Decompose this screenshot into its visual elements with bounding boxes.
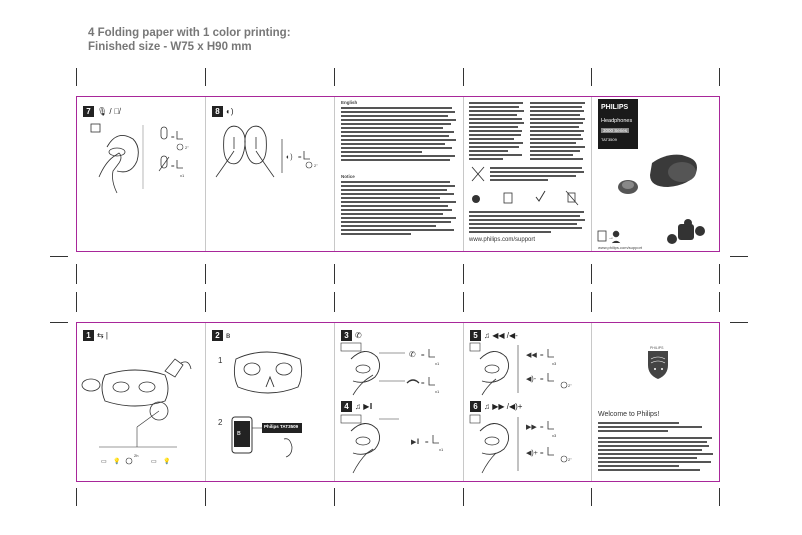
svg-text:x1: x1 [439,447,444,452]
panel-legal-symbols [464,97,591,251]
panel-1-charging [77,323,205,481]
crop-mark [205,264,206,284]
checkmark-icon [536,191,545,201]
crop-mark [205,68,206,86]
battery-icon [504,193,512,203]
svg-text:x1: x1 [435,389,440,394]
step-badge: 3 [341,330,352,341]
step-badge: 5 [470,330,481,341]
svg-text:▶▶: ▶▶ [526,424,537,431]
crop-mark [76,264,77,284]
pairing-illustration [206,323,334,483]
panel-8-ambient [206,97,334,251]
ambient-mode-icon: ◐) [226,107,234,116]
svg-text:→: → [608,235,614,241]
svg-text:x3: x3 [552,361,557,366]
svg-text:x1: x1 [435,361,440,366]
crop-mark [719,68,720,86]
next-volume-illustration [464,323,591,483]
crop-mark [50,322,68,323]
panel-3-4-calls-music [335,323,463,481]
product-name: Headphones [601,118,633,124]
svg-text:=: = [298,155,302,161]
crop-mark [591,292,592,312]
svg-text:=: = [540,425,544,431]
top-print-strip [76,96,720,252]
svg-text:=: = [540,377,544,383]
crop-mark [463,488,464,506]
next-track-icon: ♫ ▶▶ /◀)+ [484,402,523,411]
welcome-title: Welcome to Philips! [598,411,660,418]
section-heading: English [341,100,358,105]
bluetooth-icon: ʙ [226,331,231,340]
svg-text:2": 2" [568,457,572,462]
crop-mark [719,488,720,506]
print-spec-line2: Finished size - W75 x H90 mm [88,41,252,53]
previous-track-icon: ♫ ◀◀ /◀- [484,331,518,340]
svg-text:x3: x3 [552,433,557,438]
mic-mute-icon: 🎙 / 🎙̸ [97,107,120,116]
crop-mark [730,322,748,323]
svg-text:2": 2" [314,163,318,168]
legal-text-block [469,211,586,237]
document-icon [598,231,606,241]
phone-icon: ✆ [355,331,362,340]
crop-mark [334,68,335,86]
print-spec-line1: 4 Folding paper with 1 color printing: [88,27,291,39]
crop-mark [463,68,464,86]
cover-url: www.philips.com/support [598,245,643,250]
crop-mark [205,488,206,506]
crop-mark [591,264,592,284]
svg-text:2": 2" [568,383,572,388]
panel-welcome [592,323,719,481]
step-badge: 2 [212,330,223,341]
step-badge: 8 [212,106,223,117]
crop-mark [205,292,206,312]
crop-mark [463,264,464,284]
svg-text:=: = [425,440,429,446]
svg-text:▭: ▭ [151,459,157,465]
svg-text:=: = [540,353,544,359]
settings-icon [695,226,705,236]
model-number: TAT3509 [601,137,617,142]
disposal-text [490,167,586,183]
svg-text:=: = [421,381,425,387]
crop-mark [463,292,464,312]
panel-5-6-track-volume [464,323,591,481]
svg-text:=: = [171,135,175,141]
music-play-icon: ♫ ▶‖ [355,402,373,411]
svg-text:▭: ▭ [101,459,107,465]
svg-text:✆: ✆ [409,350,416,359]
svg-text:💡: 💡 [113,459,121,465]
panel-legal-english [335,97,463,251]
crop-mark [76,292,77,312]
crop-mark [719,292,720,312]
svg-text:=: = [540,451,544,457]
svg-text:◀◀: ◀◀ [526,352,537,359]
pairing-device-name: Philips TAT3509 [264,424,299,429]
crossed-bin-icon [566,191,578,205]
earbud-touch-illustration [77,97,205,253]
svg-text:▶‖: ▶‖ [411,439,420,446]
notice-text-block [341,181,457,247]
product-illustration [592,97,719,253]
svg-text:x1: x1 [180,173,185,178]
shield-brand: PHILIPS [650,346,664,350]
legal-text-block [341,107,457,173]
panel-cover [592,97,719,251]
welcome-intro [598,422,714,434]
svg-text:◀)+: ◀)+ [526,450,538,457]
svg-text:=: = [421,353,425,359]
crop-mark [591,68,592,86]
crop-mark [334,488,335,506]
brand-logo-text: PHILIPS [601,104,629,111]
substep-number: 1 [218,356,223,365]
play-pause-illustration [335,323,463,483]
svg-text:◀)-: ◀)- [526,376,537,383]
welcome-body-text [598,437,714,477]
panel-7-microphone [77,97,205,251]
crop-mark [334,292,335,312]
svg-text:2h: 2h [134,453,139,458]
step-badge: 4 [341,401,352,412]
step-badge: 6 [470,401,481,412]
weee-bin-icon [472,167,484,181]
svg-text:ʙ: ʙ [237,430,241,437]
svg-text:=: = [171,164,175,170]
step-badge: 1 [83,330,94,341]
crop-mark [591,488,592,506]
crop-mark [76,488,77,506]
crop-mark [334,264,335,284]
print-spec-header [88,26,291,54]
substep-number: 2 [218,418,223,427]
svg-text:💡: 💡 [163,459,171,465]
support-url: www.philips.com/support [469,237,536,243]
crop-mark [719,264,720,284]
svg-text:◐): ◐) [286,154,293,161]
panel-2-pairing [206,323,334,481]
series-name: 3000 Series [603,128,628,133]
crop-mark [76,68,77,86]
earbuds-touch-illustration [206,97,334,253]
crop-mark [50,256,68,257]
charge-case-icon: ⇆ | [97,331,109,340]
section-heading: Notice [341,174,355,179]
recycle-icon [472,195,480,203]
crop-mark [730,256,748,257]
charging-case-illustration [77,323,205,483]
step-badge: 7 [83,106,94,117]
bottom-print-strip [76,322,720,482]
help-icon [667,234,677,244]
svg-text:2": 2" [185,145,189,150]
